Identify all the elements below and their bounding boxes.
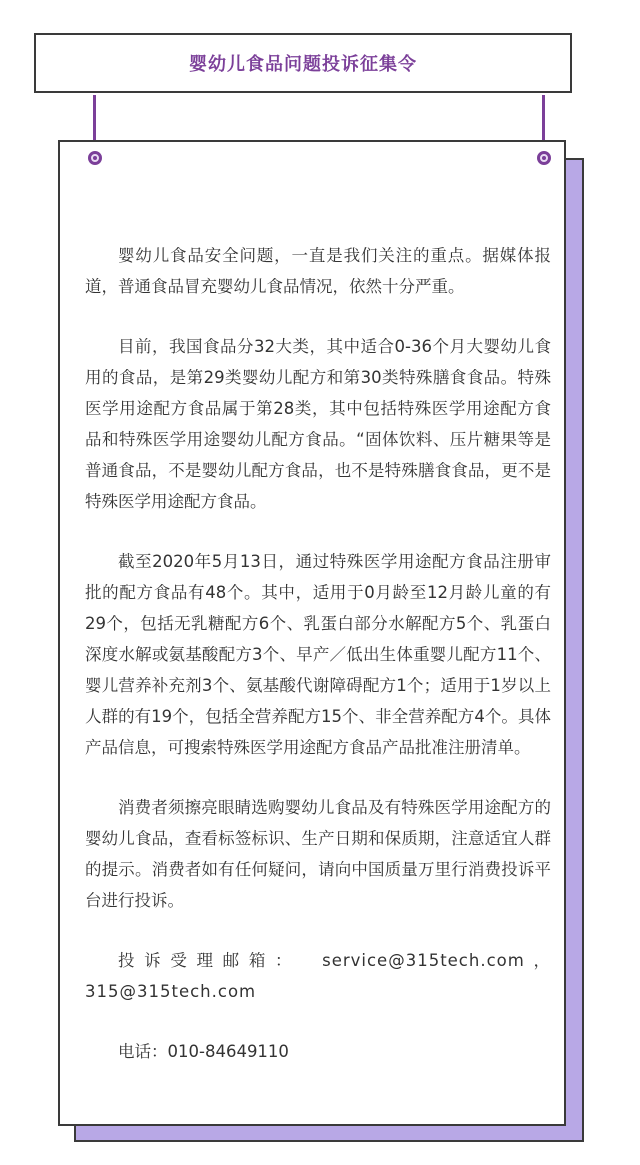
pin-right-icon <box>537 151 551 165</box>
complaint-email: 投诉受理邮箱： service@315tech.com，315@315tech.com <box>85 951 551 1001</box>
paragraph-advice: 消费者须擦亮眼睛选购婴幼儿食品及有特殊医学用途配方的婴幼儿食品，查看标签标识、生产日期和保质期，注意适宜人群的提示。消费者如有任何疑问，请向中国质量万里行消费投诉平台进行投诉。 <box>85 798 551 910</box>
paragraph-intro: 婴幼儿食品安全问题，一直是我们关注的重点。据媒体报道，普通食品冒充婴幼儿食品情况，依然十分严重。 <box>85 246 551 296</box>
header-box <box>34 33 572 93</box>
page-title: 婴幼儿食品问题投诉征集令 <box>189 54 417 75</box>
paragraph-registration: 截至2020年5月13日，通过特殊医学用途配方食品注册审批的配方食品有48个。其中，适用于0月龄至12月龄儿童的有29个，包括无乳糖配方6个、乳蛋白部分水解配方5个、乳蛋白深度水解或氨基酸配方3个、早产／低出生体重婴儿配方11个、婴儿营养补充剂3个、氨基酸代谢障碍配方1个；适用于1岁以上人群的有19个，包括全营养配方15个、非全营养配方4个。具体产品信息，可搜索特殊医学用途配方食品产品批准注册清单。 <box>85 552 551 757</box>
paragraph-categories: 目前，我国食品分32大类，其中适合0-36个月大婴幼儿食用的食品，是第29类婴幼儿配方和第30类特殊膳食食品。特殊医学用途配方食品属于第28类，其中包括特殊医学用途配方食品和特殊医学用途婴幼儿配方食品。“固体饮料、压片糖果等是普通食品，不是婴幼儿配方食品，也不是特殊膳食食品，更不是特殊医学用途配方食品。 <box>85 337 551 511</box>
complaint-phone: 电话：010-84649110 <box>118 1042 289 1061</box>
pin-left-icon <box>88 151 102 165</box>
notice-content <box>85 240 551 1096</box>
